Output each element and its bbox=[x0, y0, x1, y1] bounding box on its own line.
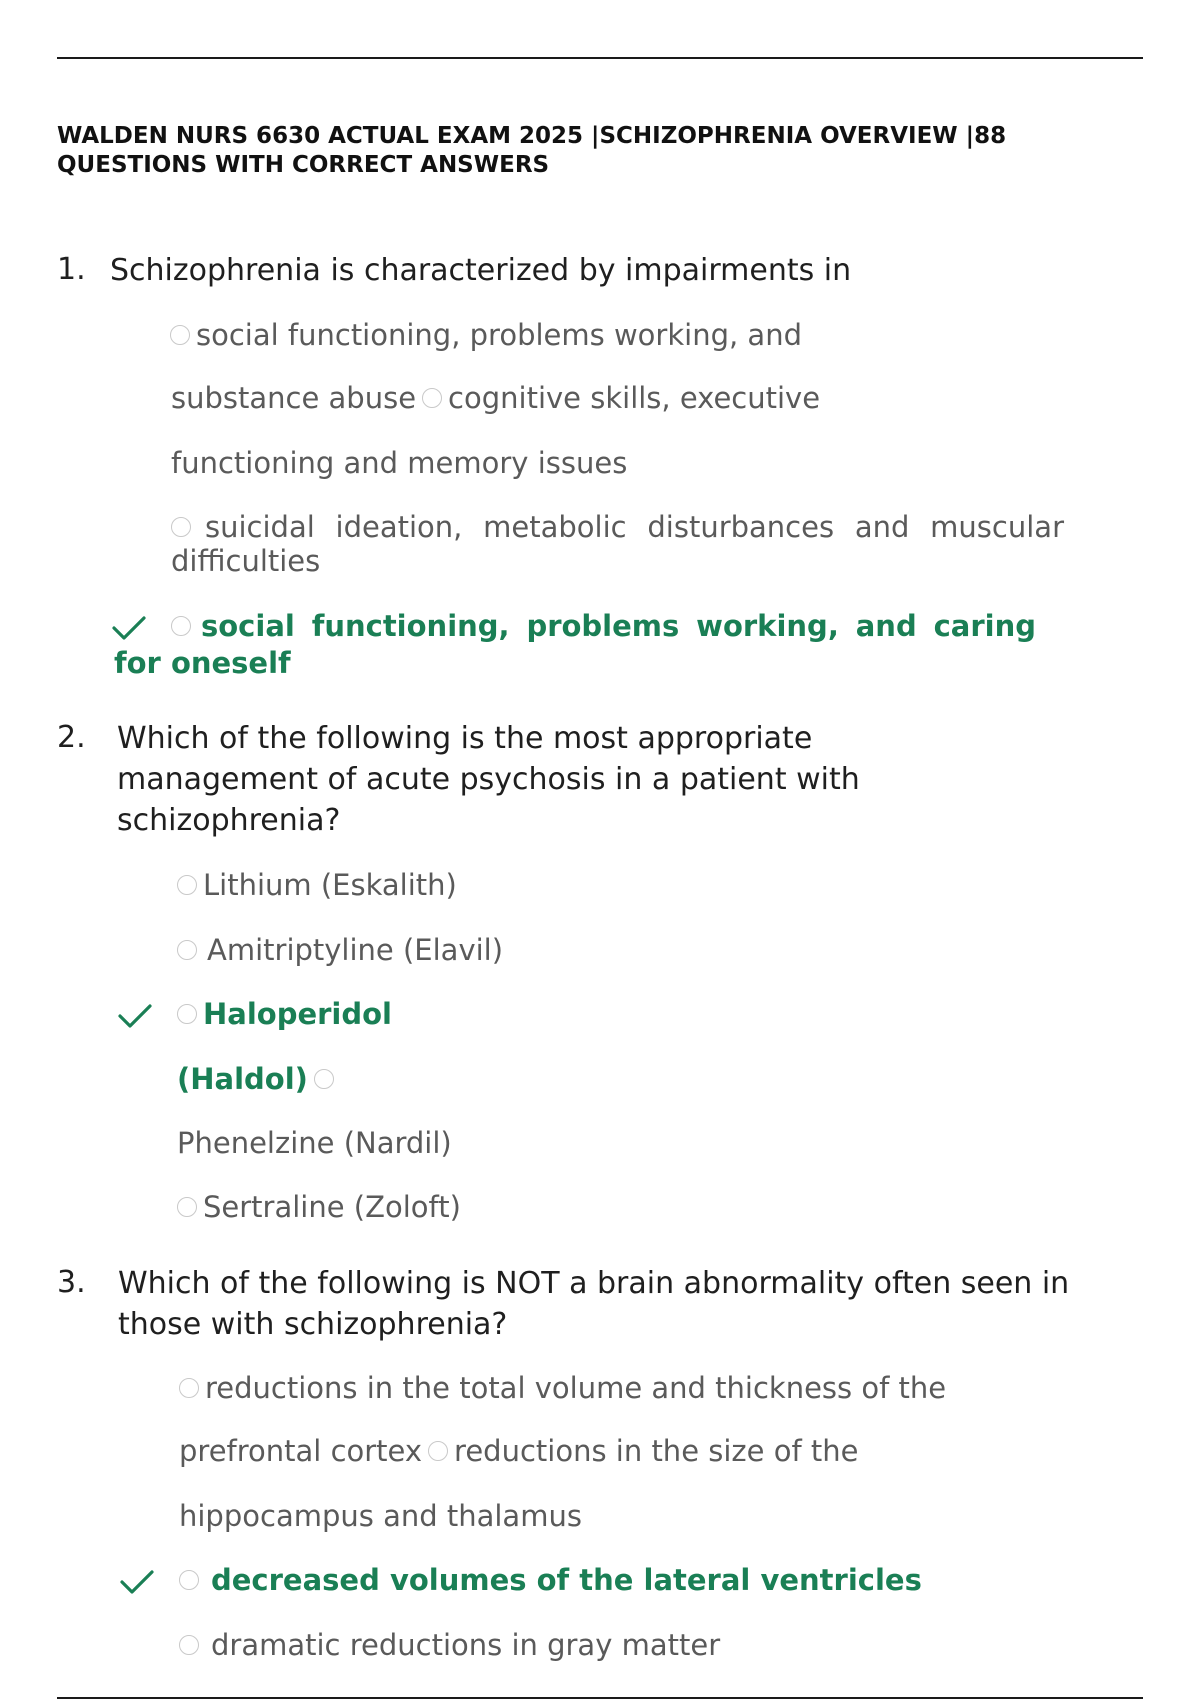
top-rule bbox=[57, 57, 1143, 59]
radio-icon[interactable] bbox=[170, 325, 190, 345]
question-2-option-phenelzine[interactable]: Phenelzine (Nardil) bbox=[177, 1126, 452, 1160]
question-3-option-2[interactable]: prefrontal cortex reductions in the size of the bbox=[179, 1434, 859, 1468]
question-2-text-line-2: management of acute psychosis in a patient with bbox=[117, 762, 860, 797]
question-2-number: 2. bbox=[57, 720, 86, 755]
question-2-option-sertraline[interactable]: Sertraline (Zoloft) bbox=[177, 1190, 461, 1224]
question-1-option-2-line-2: functioning and memory issues bbox=[171, 446, 628, 480]
question-2-option-lithium[interactable]: Lithium (Eskalith) bbox=[177, 868, 457, 902]
question-1-number: 1. bbox=[57, 252, 86, 287]
radio-icon[interactable] bbox=[171, 517, 191, 537]
question-3-text-line-2: those with schizophrenia? bbox=[118, 1307, 508, 1342]
question-3-number: 3. bbox=[57, 1265, 86, 1300]
question-2-correct-answer-line-2[interactable]: (Haldol) bbox=[177, 1062, 340, 1096]
question-1-option-2[interactable]: substance abuse cognitive skills, executive bbox=[171, 381, 821, 415]
bottom-rule bbox=[57, 1697, 1143, 1699]
radio-icon[interactable] bbox=[171, 616, 191, 636]
radio-icon[interactable] bbox=[179, 1570, 199, 1590]
question-1-correct-answer[interactable]: social functioning, problems working, and caring for oneself bbox=[114, 609, 1036, 680]
question-3-option-3[interactable]: dramatic reductions in gray matter bbox=[179, 1628, 720, 1662]
question-1-text: Schizophrenia is characterized by impairments in bbox=[110, 253, 852, 288]
question-3-option-1[interactable]: reductions in the total volume and thickness of the bbox=[179, 1371, 946, 1405]
question-3-text-line-1: Which of the following is NOT a brain abnormality often seen in bbox=[118, 1266, 1070, 1301]
question-1-option-3[interactable]: suicidal ideation, metabolic disturbances and muscular difficulties bbox=[171, 510, 1064, 578]
question-3-correct-answer[interactable]: decreased volumes of the lateral ventricles bbox=[179, 1563, 922, 1597]
radio-icon[interactable] bbox=[422, 388, 442, 408]
checkmark-icon bbox=[118, 1003, 152, 1029]
radio-icon[interactable] bbox=[179, 1378, 199, 1398]
radio-icon[interactable] bbox=[428, 1441, 448, 1461]
radio-icon[interactable] bbox=[177, 1197, 197, 1217]
checkmark-icon bbox=[120, 1569, 154, 1595]
question-2-text-line-3: schizophrenia? bbox=[117, 803, 341, 838]
question-2-text-line-1: Which of the following is the most appropriate bbox=[117, 721, 813, 756]
radio-icon[interactable] bbox=[177, 1004, 197, 1024]
radio-icon[interactable] bbox=[177, 875, 197, 895]
question-3-option-2-line-2: hippocampus and thalamus bbox=[179, 1499, 582, 1533]
question-2-correct-answer[interactable]: Haloperidol bbox=[177, 997, 392, 1031]
question-2-option-amitriptyline[interactable]: Amitriptyline (Elavil) bbox=[177, 933, 503, 967]
document-title: WALDEN NURS 6630 ACTUAL EXAM 2025 |SCHIZOPHRENIA OVERVIEW |88 QUESTIONS WITH CORRECT ANSWERS bbox=[57, 123, 1007, 178]
radio-icon[interactable] bbox=[179, 1635, 199, 1655]
question-1-option-1[interactable]: social functioning, problems working, and bbox=[170, 318, 802, 352]
radio-icon[interactable] bbox=[177, 940, 197, 960]
radio-icon[interactable] bbox=[314, 1069, 334, 1089]
